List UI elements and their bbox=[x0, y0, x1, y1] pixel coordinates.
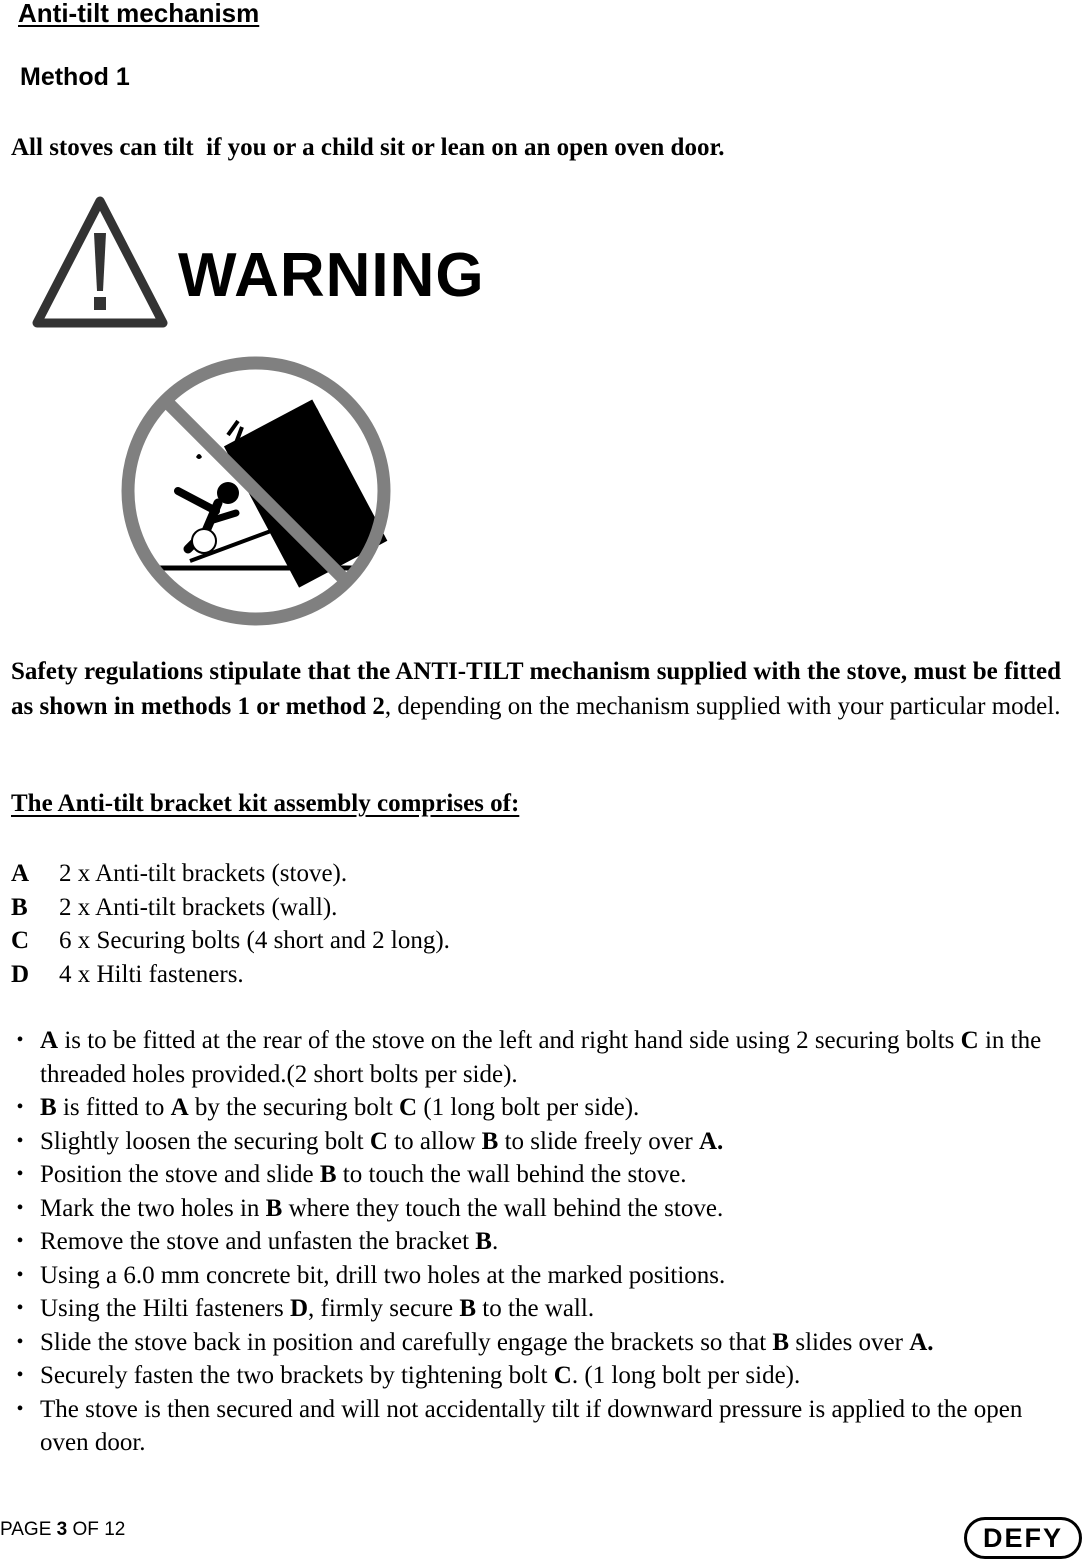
item-text: where they touch the wall behind the stove. bbox=[282, 1194, 724, 1222]
part-key: D bbox=[11, 960, 30, 988]
bold-ref: A. bbox=[698, 1127, 724, 1155]
kit-heading: The Anti-tilt bracket kit assembly comprises of: bbox=[11, 790, 520, 817]
list-item bbox=[11, 891, 450, 925]
bullet-icon: • bbox=[16, 1397, 24, 1420]
item-text: The stove is then secured and will not accidentally tilt if downward pressure is applied to the open oven door. bbox=[40, 1395, 1023, 1456]
bold-ref: B bbox=[319, 1161, 337, 1188]
safety-rest-text: , depending on the mechanism supplied with your particular model. bbox=[384, 693, 1061, 720]
item-text: . (1 long bolt per side). bbox=[571, 1362, 801, 1389]
item-text: to allow bbox=[387, 1127, 482, 1155]
list-item bbox=[0, 1326, 1065, 1360]
bullet-icon: • bbox=[16, 1196, 24, 1219]
intro-text: All stoves can tilt if you or a child sit or lean on an open oven door. bbox=[11, 134, 725, 161]
defy-logo: DEFY bbox=[964, 1517, 1082, 1559]
parts-list bbox=[11, 857, 450, 991]
part-key: B bbox=[11, 893, 28, 921]
method-title: Method 1 bbox=[20, 63, 130, 91]
list-item bbox=[0, 1091, 1065, 1125]
bullet-icon: • bbox=[16, 1297, 24, 1319]
list-item bbox=[0, 1024, 1065, 1091]
list-item bbox=[0, 1125, 1065, 1159]
bold-ref: A bbox=[40, 1027, 59, 1054]
bold-ref: D bbox=[289, 1295, 309, 1322]
bullet-icon: • bbox=[16, 1263, 24, 1286]
bullet-icon: • bbox=[16, 1163, 24, 1185]
item-text: to the wall. bbox=[476, 1295, 595, 1322]
bullet-icon: • bbox=[16, 1096, 24, 1118]
page-suffix: OF 12 bbox=[67, 1519, 126, 1540]
list-item bbox=[0, 1158, 1065, 1192]
list-item bbox=[11, 857, 450, 891]
item-text: Mark the two holes in bbox=[40, 1194, 266, 1222]
bullet-icon: • bbox=[16, 1364, 24, 1386]
bullet-icon: • bbox=[16, 1129, 24, 1152]
part-key: C bbox=[11, 927, 30, 954]
bullet-icon: • bbox=[16, 1029, 24, 1051]
page-number: 3 bbox=[56, 1519, 68, 1540]
page-prefix: PAGE bbox=[0, 1519, 57, 1540]
warning-word: WARNING bbox=[178, 241, 485, 310]
item-text: to touch the wall behind the stove. bbox=[336, 1161, 687, 1188]
item-text: Using a 6.0 mm concrete bit, drill two holes at the marked positions. bbox=[40, 1261, 726, 1289]
item-text: Position the stove and slide bbox=[40, 1161, 320, 1188]
list-item bbox=[11, 958, 450, 992]
item-text: is fitted to bbox=[56, 1094, 171, 1121]
safety-bold-text: Safety regulations stipulate that the ANTI-TILT mechanism supplied with the stove, must be fitted as shown in methods 1 or method 2 bbox=[11, 658, 1061, 720]
item-text: Using the Hilti fasteners bbox=[40, 1295, 290, 1322]
part-key: A bbox=[11, 860, 30, 887]
list-item bbox=[11, 924, 450, 958]
bold-ref: B bbox=[459, 1295, 477, 1322]
page-heading: Anti-tilt mechanism bbox=[18, 0, 260, 28]
bold-ref: B bbox=[772, 1328, 790, 1356]
bold-ref: B bbox=[481, 1127, 499, 1155]
list-item bbox=[0, 1292, 1065, 1326]
part-text: 4 x Hilti fasteners. bbox=[59, 960, 244, 988]
list-item bbox=[0, 1259, 1065, 1293]
bold-ref: C bbox=[553, 1362, 572, 1389]
bold-ref: A bbox=[170, 1094, 189, 1121]
item-text: Remove the stove and unfasten the bracket bbox=[40, 1228, 476, 1255]
bold-ref: B bbox=[475, 1228, 492, 1255]
list-item bbox=[0, 1359, 1065, 1393]
warning-triangle-icon bbox=[30, 193, 170, 333]
page-footer bbox=[0, 1519, 125, 1541]
item-text: Slightly loosen the securing bolt bbox=[40, 1127, 370, 1155]
item-text: to slide freely over bbox=[498, 1127, 699, 1155]
item-text: Securely fasten the two brackets by tightening bolt bbox=[40, 1362, 554, 1389]
bold-ref: B bbox=[265, 1194, 283, 1222]
item-text: (1 long bolt per side). bbox=[417, 1094, 640, 1121]
bold-ref: C bbox=[399, 1094, 418, 1121]
list-item bbox=[0, 1192, 1065, 1226]
item-text: . bbox=[491, 1228, 499, 1255]
safety-regulation-paragraph bbox=[11, 654, 1061, 724]
bold-ref: A. bbox=[909, 1328, 934, 1356]
bullet-icon: • bbox=[16, 1330, 24, 1353]
no-tilting-stove-icon bbox=[118, 353, 394, 629]
item-text: slides over bbox=[789, 1328, 910, 1356]
item-text: , firmly secure bbox=[308, 1295, 460, 1322]
part-text: 2 x Anti-tilt brackets (wall). bbox=[59, 893, 338, 921]
bold-ref: C bbox=[960, 1027, 979, 1054]
item-text: Slide the stove back in position and carefully engage the brackets so that bbox=[40, 1328, 773, 1356]
item-text: in the threaded holes provided.(2 short bolts per side). bbox=[40, 1027, 1042, 1088]
part-text: 2 x Anti-tilt brackets (stove). bbox=[59, 860, 348, 887]
list-item bbox=[0, 1225, 1065, 1259]
item-text: is to be fitted at the rear of the stove on the left and right hand side using 2 securing bolts bbox=[58, 1027, 961, 1054]
list-item bbox=[0, 1393, 1065, 1460]
bold-ref: B bbox=[40, 1094, 57, 1121]
part-text: 6 x Securing bolts (4 short and 2 long). bbox=[59, 927, 450, 954]
bold-ref: C bbox=[369, 1127, 388, 1155]
instruction-list bbox=[0, 1024, 1065, 1460]
item-text: by the securing bolt bbox=[188, 1094, 400, 1121]
bullet-icon: • bbox=[16, 1230, 24, 1252]
